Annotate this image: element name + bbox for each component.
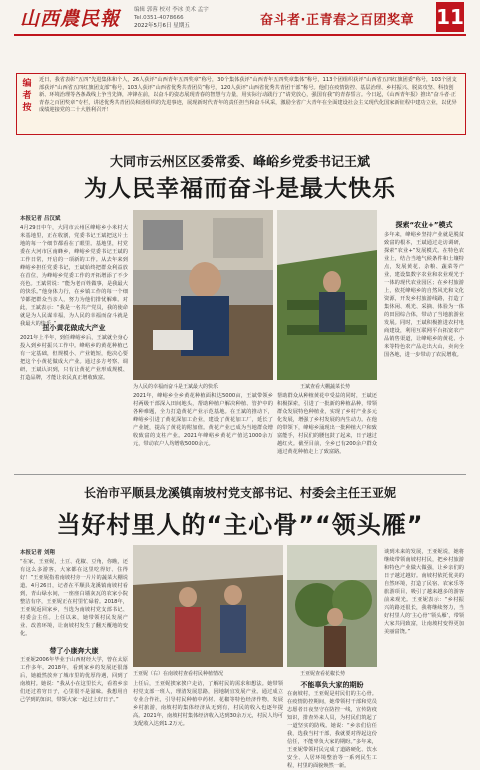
article2-byline: 本报记者 刘翔 [20,550,55,556]
article2-photo-right [287,545,377,667]
newspaper-logo: 山西農民報 [20,8,121,30]
phone-number: Tel.0351-4078666 [134,15,184,21]
section-divider [14,474,466,475]
page-section-title: 奋斗者·正青春之百团奖章 [260,13,414,28]
article1-column1: 4月29日中午，大同市云州区峰峪乡小米村大米基地里，正在收割，党委书记王斌把这片土地的每一个细节都看在了眼里。基地里，村党委在大河市区南蜂乡，峰峪乡党委书记王斌的工作日常，开启的一项新的工作。从去年来到峰峪乡担任党委书记，王斌始终把群众利益放在首位，为峰峪乡党委工作的开拓增添了不少亮色。王斌常说：“能为老百姓做事，是我最大的快乐。”他身体力行，在乡镇工作的每一个细节都把群众当亲人，努力为他们排忧解难。对此，王斌表示：“我是一名共产党员，我的使命就是为人民谋幸福，为人民的幸福而奋斗就是我最大的快乐。” [20,225,128,327]
article2-photo-left [133,545,283,667]
masthead-meta [134,6,209,30]
editor-note-label: 编者按 [22,79,32,113]
issue-date: 2022年5月6日 星期五 [134,23,190,29]
article1-photo-right [277,210,377,380]
article2-column4: 谈到未来的发展，王亚妮说，她将继续带领南坡村村民，把乡村旅游和特色产业做大做强，让乡亲们的日子越过越好。南坡村依托优美的自然环境，打造了民宿、农家乐等旅游项目，吸引了越来越多的游客前来观光。王亚妮表示：“乡村振兴的路还很长，我将继续努力，当好村里人的‘主心骨’‘领头雁’，带领大家共同致富，让南坡村变得更加美丽富饶。” [384,549,464,635]
article2-column1b: 王亚妮2006年毕业于山西财经大学，曾在太原工作多年。2018年，看到家乡的发展还很落后，她毅然放弃了城市里的优厚待遇，回到了南坡村。她说：“我从小在这里长大，看着乡亲们还过着穷日子，心里很不是滋味。我想用自己学到的知识，带领大家一起过上好日子。” [20,657,128,703]
article1-column2: 2021年，峰峪乡全乡黄花种植面积达5000亩，王斌带领乡村两级干部深入田间地头，帮助种植户解决种植、管护中的各种难题，全力打造黄花产业示范基地。在王斌的推动下，峰峪乡引进了黄花深加工企业，建设了黄花加工厂，延长了产业链，提高了黄花的附加值。黄花产业已成为当地群众增收致富的支柱产业。2021年峰峪乡黄花产值达1000余万元，带动农户人均增收5000余元。 [133,393,273,447]
article1-byline: 本报记者 吕汉斌 [20,216,61,222]
article2-subhead1: 带了小康奔大康 [49,647,99,655]
article2-column2: 上任后，王亚妮挨家挨户走访，了解村民的需求和想法。她带领村党支部一班人，理清发展思路，因地制宜发展产业。通过成立专业合作社，引导村民种植中药材、花椒等特色经济作物，发展乡村旅游，南坡村的集体经济从无到有，村民的收入也逐年提高。2021年，南坡村村集体经济收入达到30余万元，村民人均可支配收入达到1.2万元。 [133,681,283,727]
greenhouse-photo-image [277,210,377,380]
article1-column4: 多年来，峰峪乡坚持产业就是脱贫致富的根本，王斌通过走访调研，探索“农业+”发展模式。在特色农业上，结合当地气候条件和土壤特点，发展黄花、杂粮、蔬菜等产业，建设集数字农业和农业观光于一体的现代农业园区；在乡村旅游上，依托峰峪乡的自然风光和文化资源，开发乡村旅游线路，打造了集休闲、观光、采摘、体验为一体的田园综合体，带动了当地旅游业发展。同时，王斌积极推进农村电商建设，利用互联网平台拓宽农产品销售渠道，让峰峪乡的黄花、小米等特色农产品走出大山，卖向全国各地，进一步带动了农民增收。 [384,232,464,358]
article1-caption-right: 王斌查看大棚蔬菜长势 [300,384,351,390]
article2-column1: “在家，王亚妮，土豆、花椒、豆角，你瞧，还有这么多游客，大家都在这里吃得好、住得好！”王亚妮指着南坡村旁一片片的蔬菜大棚说道。4月26日，记者在平顺县龙溪镇南坡村看到，青山绿水间，一座座白墙灰瓦的农家小院整洁有序，王亚妮正在村里忙碌着。2018年，王亚妮返回家乡，当选为南坡村党支部书记、村委会主任。上任以来，她带领村民发展产业、改善环境，让南坡村发生了翻天覆地的变化。 [20,559,128,637]
article2-headline: 当好村里人的“主心骨”“领头雁” [56,511,424,539]
article1-photo-left [133,210,273,380]
article1-subhead2: 探索“农业+”模式 [395,221,453,229]
masthead [0,0,480,38]
page-number: 11 [436,2,464,32]
article1-kicker: 大同市云州区区委常委、峰峪乡党委书记王斌 [109,155,370,170]
article2-caption-left: 王亚妮（右）在南坡村查看村民种植情况 [133,671,224,677]
article1-headline: 为人民幸福而奋斗是最大快乐 [84,176,396,202]
editor-credits: 编辑 郭蓉 校对 李冰 美术 孟宇 [134,7,209,13]
pepper-tree-photo-image [287,545,377,667]
masthead-divider [14,34,466,36]
article1-column3: 帮助群众从种植黄花中受益的同时，王斌还积极探索，引进了一批新的种植品种，带领群众发展特色种植业，实现了乡村产业多元化发展，增强了乡村发展的内生动力。在他的带领下，峰峪乡涌现出一批种植大户和致富能手，村民们的腰包鼓了起来，日子越过越红火。截至目前，全乡已有200余户群众通过黄花种植走上了致富路。 [277,393,377,455]
article2-caption-right: 王亚妮查看花椒长势 [300,671,346,677]
editor-note-box [16,73,466,135]
article1-caption-left: 为人民的幸福而奋斗是王斌最大的快乐 [133,384,219,390]
field-visit-photo-image [133,545,283,667]
article2-column3: 在南坡村，王亚妮是村民们的主心骨。在疫情防控期间，她带领村干部和党员志愿者日夜坚守在防控一线，宣传防疫知识，排查外来人员，为村民们筑起了一道坚实的防线。她说：“乡亲们信任我，选我当村干部，我就要对得起这份信任，不能辜负大家的期盼。”多年来，王亚妮带领村民完成了道路硬化、饮水安全、人居环境整治等一系列民生工程，村里的面貌焕然一新。 [287,691,377,769]
article1-column1b: 2021年上半年，到任峰峪乡后，王斌就全身心投入到乡村振兴工作中。峰峪乡的黄花种植已有一定基础，但规模小、产业链短，他决心要把这个小黄花做成大产业。通过多方考察、调研，王斌认识到，只有让黄花产业形成规模、打造品牌，才能让农民真正增收致富。 [20,335,128,381]
article2-subhead2: 不能辜负大家的期盼 [300,681,364,689]
article2-kicker: 长治市平顺县龙溪镇南坡村党支部书记、村委会主任王亚妮 [83,486,396,500]
article1-subhead1: 扭小黄花做成大产业 [42,324,106,332]
editor-note-text: 近日，我省表彰“五四”先进集体和个人，26人获评“山西青年五四奖章”称号，30个集体获评“山西青年五四奖章集体”称号，113个团组织获评“山西省五四红旗团委”称号，103个团支部获评“山西省五四红旗团支部”称号，103人获评“山西省优秀共青团员”称号，120人获评“山西省优秀共青团干部”称号。他们在疫情防控、基层治理、乡村振兴、脱贫攻坚、科技创新、环境治理等各条战线上争当先锋，冲锋在前，以奋斗的姿态展现青春的智慧与力量，用实际行动践行了“请党放心，强国有我”的青春誓言。今日起，《山西青年报》推出“奋斗者·正青春之百团奖章”专栏，讲述优秀共青团员和团组织的先进事迹，展现新时代青年的责任担当和奋斗风采，激励全省广大青年在全面建设社会主义现代化国家新征程中建功立业，以优异成绩迎接党的二十大胜利召开！ [39,77,457,114]
office-photo-image [133,210,273,380]
